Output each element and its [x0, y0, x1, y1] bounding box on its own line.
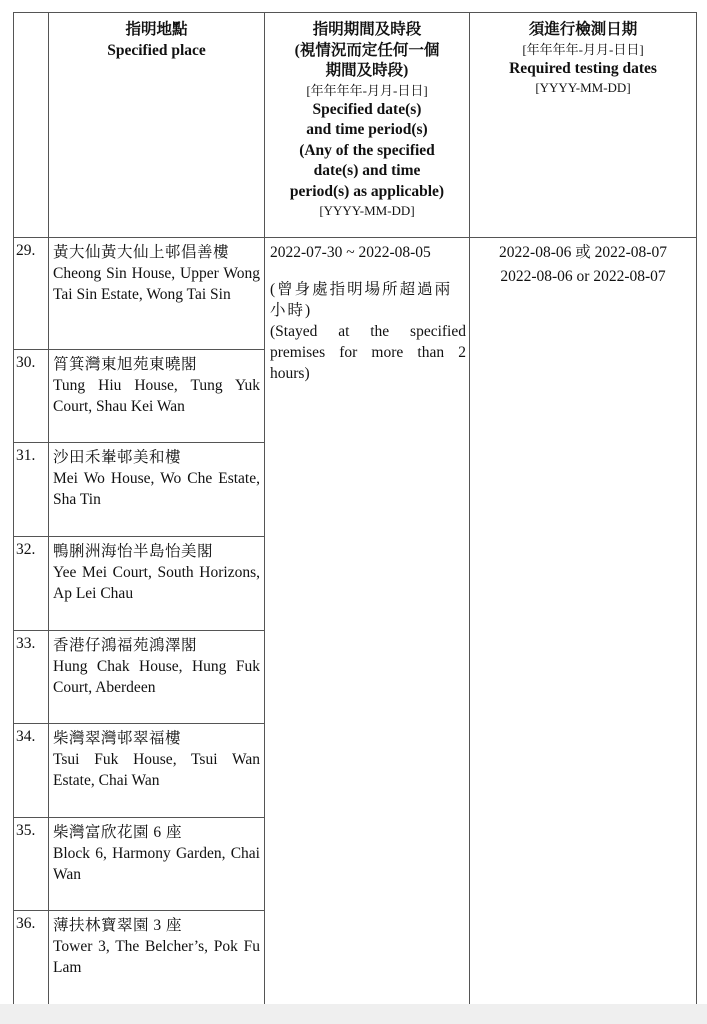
header-dates-format-en: [YYYY-MM-DD]	[535, 80, 631, 95]
place-cell	[49, 238, 265, 350]
header-period-en-4: date(s) and time	[313, 162, 421, 179]
period-range: 2022-07-30 ~ 2022-08-05	[270, 244, 431, 261]
row-number: 36.	[14, 911, 49, 1006]
row-number: 30.	[14, 349, 49, 443]
place-name-zh: 柴灣翠灣邨翠福樓	[53, 730, 182, 748]
header-place-en: Specified place	[107, 41, 206, 59]
header-dates-format-zh: [年年年年-月月-日日]	[522, 41, 644, 57]
header-number-cell	[14, 13, 49, 238]
row-number: 34.	[14, 724, 49, 818]
header-place-zh: 指明地點	[125, 21, 188, 38]
testing-dates-zh: 2022-08-06 或 2022-08-07	[499, 244, 667, 261]
row-number: 32.	[14, 536, 49, 630]
place-name-en: Hung Chak House, Hung Fuk Court, Aberdeen	[53, 657, 260, 696]
place-name-zh: 香港仔鴻福苑鴻澤閣	[53, 636, 198, 654]
place-name-zh: 黃大仙黃大仙上邨倡善樓	[53, 244, 230, 261]
place-cell	[49, 630, 265, 724]
header-place-cell	[49, 13, 265, 238]
header-dates-cell	[470, 13, 697, 238]
place-name-en: Mei Wo House, Wo Che Estate, Sha Tin	[53, 470, 260, 509]
header-period-cell	[265, 13, 470, 238]
place-name-zh: 鴨脷洲海怡半島怡美閣	[53, 542, 214, 560]
page-bottom-margin	[0, 1004, 707, 1024]
row-number: 31.	[14, 443, 49, 537]
specified-places-table	[13, 12, 697, 1006]
header-period-format-en: [YYYY-MM-DD]	[319, 203, 415, 218]
period-note-zh: (曾身處指明場所超過兩小時)	[270, 281, 453, 319]
place-name-en: Tung Hiu House, Tung Yuk Court, Shau Kei Wan	[53, 376, 260, 415]
place-cell	[49, 724, 265, 818]
header-period-zh-1: 指明期間及時段	[312, 21, 422, 38]
testing-dates-cell	[470, 238, 697, 1006]
row-number: 29.	[14, 238, 49, 350]
place-name-en: Yee Mei Court, South Horizons, Ap Lei Chau	[53, 563, 260, 602]
place-name-en: Tsui Fuk House, Tsui Wan Estate, Chai Wan	[53, 751, 260, 790]
place-cell	[49, 817, 265, 911]
row-number: 33.	[14, 630, 49, 724]
place-name-en: Tower 3, The Belcher’s, Pok Fu Lam	[53, 938, 260, 977]
place-name-zh: 沙田禾輋邨美和樓	[53, 449, 182, 467]
header-dates-zh: 須進行檢測日期	[528, 21, 638, 38]
place-name-zh: 柴灣富欣花園 6 座	[53, 823, 183, 841]
place-cell	[49, 911, 265, 1006]
table-row	[14, 238, 697, 350]
place-name-en: Block 6, Harmony Garden, Chai Wan	[53, 844, 260, 883]
row-number: 35.	[14, 817, 49, 911]
header-period-en-1: Specified date(s)	[312, 100, 422, 118]
header-dates-en: Required testing dates	[509, 59, 657, 77]
period-note-en: (Stayed at the specified premises for more than 2 hours)	[270, 323, 466, 382]
place-cell	[49, 349, 265, 443]
header-period-en-5: period(s) as applicable)	[289, 182, 445, 200]
testing-dates-en: 2022-08-06 or 2022-08-07	[500, 268, 666, 285]
place-cell	[49, 536, 265, 630]
place-cell	[49, 443, 265, 537]
header-period-zh-2: (視情況而定任何一個	[294, 41, 440, 59]
header-period-en-2: and time period(s)	[306, 121, 428, 138]
place-name-en: Cheong Sin House, Upper Wong Tai Sin Estate, Wong Tai Sin	[53, 265, 260, 303]
header-period-en-3: (Any of the specified	[299, 141, 435, 159]
place-name-zh: 薄扶林寶翠園 3 座	[53, 917, 183, 935]
header-period-format-zh: [年年年年-月月-日日]	[306, 82, 428, 98]
period-cell	[265, 238, 470, 1006]
header-period-zh-3: 期間及時段)	[325, 62, 409, 79]
table-header-row	[14, 13, 697, 238]
place-name-zh: 筲箕灣東旭苑東曉閣	[53, 355, 198, 373]
